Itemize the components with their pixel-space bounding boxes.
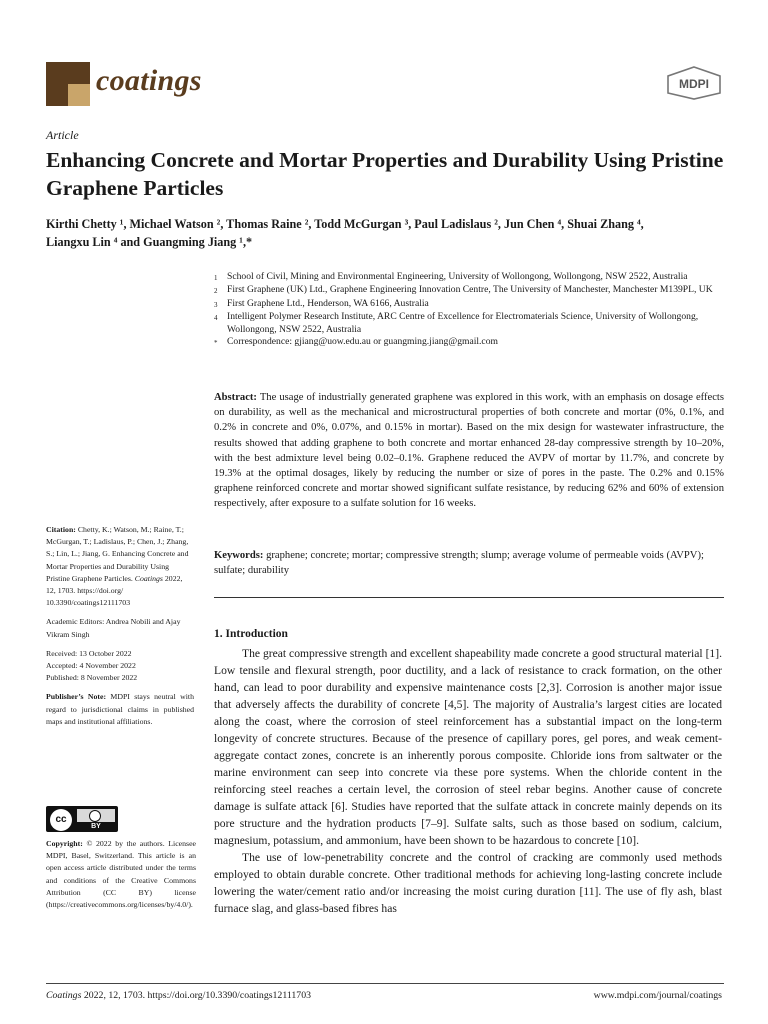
affiliation-number: 3 xyxy=(214,300,218,309)
article-type: Article xyxy=(46,128,79,142)
affiliations xyxy=(214,271,734,349)
accepted-date: Accepted: 4 November 2022 xyxy=(46,661,136,671)
authors-line-2: Liangxu Lin ⁴ and Guangming Jiang ¹,* xyxy=(46,235,253,249)
authors-line-1: Kirthi Chetty ¹, Michael Watson ², Thomas Raine ², Todd McGurgan ³, Paul Ladislaus ², Jun Chen ⁴, Shuai Zhang ⁴, xyxy=(46,217,644,231)
keywords-label: Keywords: xyxy=(214,550,264,561)
correspondence xyxy=(214,336,734,349)
cc-by-license-badge[interactable] xyxy=(46,806,118,832)
copyright-notice xyxy=(46,838,196,911)
section-body xyxy=(214,645,722,917)
abstract-label: Abstract: xyxy=(214,392,257,403)
affiliation-text: School of Civil, Mining and Environmental Engineering, University of Wollongong, Wollongong, NSW 2522, Australia xyxy=(227,271,688,282)
affiliation-text: First Graphene (UK) Ltd., Graphene Engineering Innovation Centre, The University of Manchester, Manchester M139PL, UK xyxy=(227,284,713,296)
affiliation-item xyxy=(214,311,734,336)
person-icon xyxy=(89,810,101,822)
received-date: Received: 13 October 2022 xyxy=(46,648,132,658)
affiliation-item xyxy=(214,284,734,297)
creative-commons-icon: cc xyxy=(50,809,72,831)
citation-block xyxy=(46,524,194,609)
copyright-text: © 2022 by the authors. Licensee MDPI, Basel, Switzerland. This article is an open access article distributed under the terms and conditions of the Creative Commons Attribution (CC BY) license (https://creativecommons.org/licenses/by/4.0/). xyxy=(46,839,196,910)
affiliation-item xyxy=(214,298,734,311)
paragraph: The use of low-penetrability concrete and the control of cracking are commonly used methods employed to obtain durable concrete. Other traditional methods for achieving long-lasting concrete include lowering the water/cement ratio and/or increasing the moist curing duration [11]. The use of fly ash, blast furnace slag, and glass-based fibres has xyxy=(214,851,722,915)
journal-logo xyxy=(46,62,90,106)
journal-name: coatings xyxy=(96,64,202,97)
academic-editors: Academic Editors: Andrea Nobili and Ajay Vikram Singh xyxy=(46,617,181,639)
author-list xyxy=(46,215,736,251)
article-title: Enhancing Concrete and Mortar Properties and Durability Using Pristine Graphene Particles xyxy=(46,148,724,200)
publisher-note-text: MDPI stays neutral with regard to jurisdictional claims in published maps and institutional affiliations. xyxy=(46,692,194,726)
keywords-text: graphene; concrete; mortar; compressive strength; slump; average volume of permeable voids (AVPV); sulfate; durability xyxy=(214,550,704,577)
copyright-label: Copyright: xyxy=(46,839,83,848)
by-label: BY xyxy=(77,822,115,831)
affiliation-item xyxy=(214,271,734,284)
sidebar xyxy=(46,524,194,735)
affiliation-number: * xyxy=(214,339,218,348)
mdpi-logo-text: MDPI xyxy=(679,77,709,91)
abstract xyxy=(214,390,724,512)
footer-citation xyxy=(46,990,311,1001)
footer-journal: Coatings xyxy=(46,990,82,1001)
affiliation-number: 4 xyxy=(214,314,218,323)
citation-journal: Coatings xyxy=(134,573,163,583)
citation-label: Citation: xyxy=(46,525,76,534)
footer-url[interactable]: www.mdpi.com/journal/coatings xyxy=(593,990,722,1001)
section-heading: 1. Introduction xyxy=(214,628,288,640)
publisher-note xyxy=(46,691,194,728)
citation-text: Chetty, K.; Watson, M.; Raine, T.; McGurgan, T.; Ladislaus, P.; Chen, J.; Zhang, S.; Lin, L.; Jiang, G. Enhancing Concrete and Mortar Properties and Durability Using Pristine Graphene Particles. xyxy=(46,525,189,583)
attribution-icon xyxy=(77,809,115,831)
published-date: Published: 8 November 2022 xyxy=(46,673,138,683)
publisher-note-label: Publisher’s Note: xyxy=(46,692,107,702)
affiliation-number: 1 xyxy=(214,274,218,282)
affiliation-number: 2 xyxy=(214,287,218,296)
correspondence-text: Correspondence: gjiang@uow.edu.au or guangming.jiang@gmail.com xyxy=(227,336,498,348)
footer-doi[interactable]: 2022, 12, 1703. https://doi.org/10.3390/coatings12111703 xyxy=(83,990,311,1001)
citation-year-volume[interactable]: 2022, 12, 1703. https://doi.org/ 10.3390/coatings12111703 xyxy=(46,573,183,608)
divider xyxy=(214,597,724,598)
affiliation-text: Intelligent Polymer Research Institute, ARC Centre of Excellence for Electromaterials Science, University of Wollongong, Wollongong, NSW 2522, Australia xyxy=(227,311,699,335)
paragraph: The great compressive strength and excellent shapeability made concrete a good structural material [1]. Low tensile and flexural strength, poor ductility, and a lack of resistance to crack formation, on the other hand, can lead to poor durability and expensive maintenance costs [2,3]. Corrosion is another major issue that adversely affects the durability of concrete [4,5]. The majority of Australia’s largest cities are located along the coast, where the corrosion of steel reinforcement has a substantial impact on the long-term longevity of concrete structures. Because of the presence of capillary pores, gel pores, and weak cement-aggregate contact zones, concrete is an inherently porous composite. Chloride ions from saltwater or the marine environment can seep into concrete via these pore systems. When the chloride content in the reinforcing steel reaches a certain level, the corrosion of steel rebar begins. Another cause of concrete damage is sulfate attack [6]. Studies have reported that the sulfate attack in concrete mainly depends on its pore structure and the hydration products [7–9]. Sulfate salts, such as those based on sodium, calcium, magnesium, potassium, and ammonium, have been shown to be hazardous to concrete [10]. xyxy=(214,647,722,847)
mdpi-logo xyxy=(665,66,723,100)
affiliation-text: First Graphene Ltd., Henderson, WA 6166, Australia xyxy=(227,297,429,309)
footer-divider xyxy=(46,983,724,984)
keywords xyxy=(214,548,724,578)
logo-square xyxy=(68,84,90,106)
abstract-text: The usage of industrially generated graphene was explored in this work, with an emphasis on dosage effects on durability, as well as the mechanical and microstructural properties of both concrete and mortar (0%, 0.1%, and 0.2% in concrete and 0%, 0.07%, and 0.15% in mortar). Based on the mix design for wastewater infrastructure, the results showed that adding graphene to both concrete and mortar enhanced 28-day compressive strength by 10–20%, with the best admixture level being 0.02–0.1%. Graphene reduced the AVPV of mortar by 11.7%, and concrete by 19.3% at the optimal dosages, likely by reducing the number or size of pores in the paste. The 0.2% and 0.15% graphene reinforced concrete and mortar showed significant sulfate resistance, by reducing 62% and 60% of extension respectively, after exposure to a sulfate solution for 16 weeks. xyxy=(214,392,724,510)
